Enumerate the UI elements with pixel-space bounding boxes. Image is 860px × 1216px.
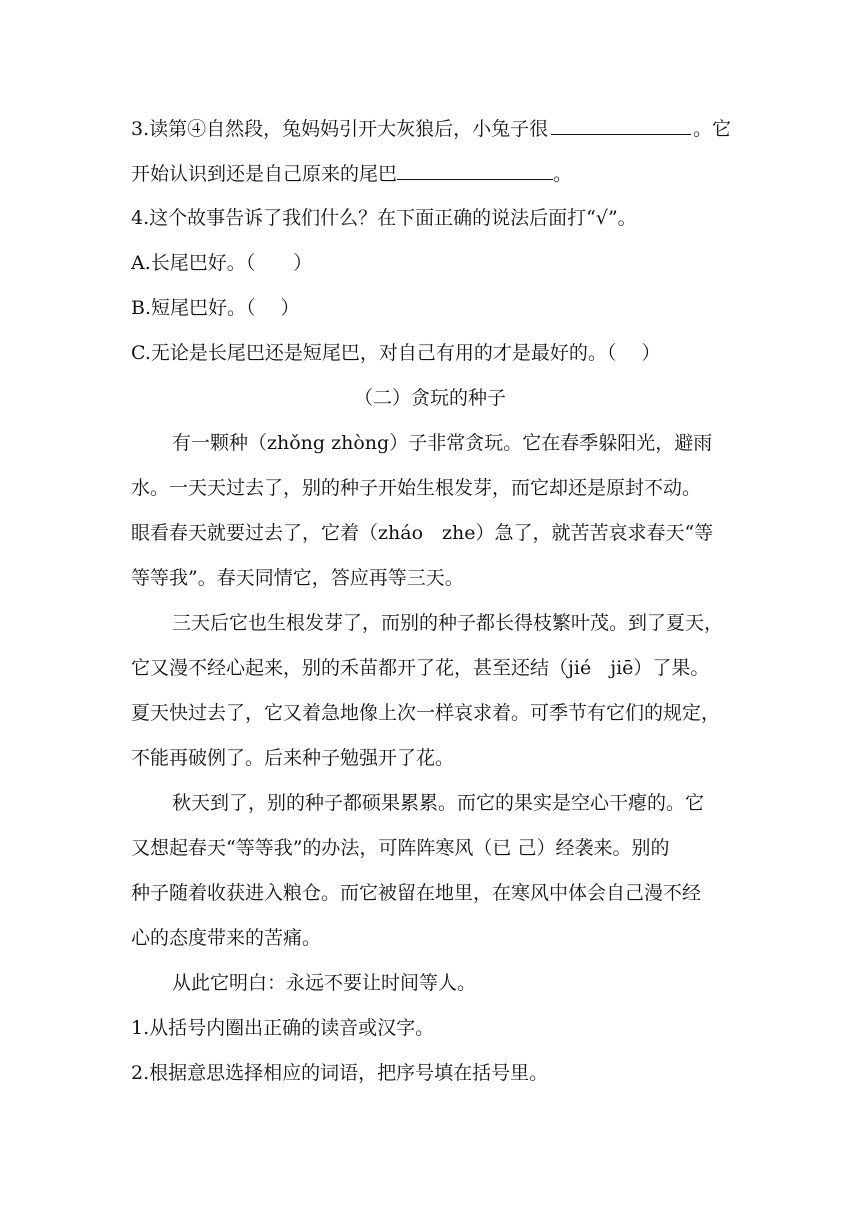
question-3-line-2 xyxy=(131,161,731,186)
answer-blank-1[interactable] xyxy=(551,116,691,135)
paragraph-2-line-4: 不能再破例了。后来种子勉强开了花。 xyxy=(131,747,455,769)
paragraph-3-line-1: 秋天到了，别的种子都硕果累累。而它的果实是空心干瘪的。它 xyxy=(172,792,705,814)
question-2: 2.根据意思选择相应的词语，把序号填在括号里。 xyxy=(131,1062,549,1084)
question-1: 1.从括号内圈出正确的读音或汉字。 xyxy=(131,1017,435,1039)
paragraph-3-line-4: 心的态度带来的苦痛。 xyxy=(131,927,322,949)
paragraph-1-line-1: 有一颗种（zhǒng zhòng）子非常贪玩。它在春季躲阳光，避雨 xyxy=(172,432,713,454)
answer-blank-2[interactable] xyxy=(397,161,553,180)
question-4-option-c[interactable]: C.无论是长尾巴还是短尾巴，对自己有用的才是最好的。（ ） xyxy=(131,342,661,364)
paragraph-2-line-2: 它又漫不经心起来，别的禾苗都开了花，甚至还结（jié jiē）了果。 xyxy=(131,657,710,679)
paragraph-1-line-4: 等等我”。春天同情它，答应再等三天。 xyxy=(131,567,464,589)
question-4-option-a[interactable]: A.长尾巴好。（ ） xyxy=(131,252,313,274)
paragraph-3-line-2: 又想起春天“等等我”的办法，可阵阵寒风（已 己）经袭来。别的 xyxy=(131,837,670,859)
paragraph-4: 从此它明白：永远不要让时间等人。 xyxy=(172,972,477,994)
question-4-option-b[interactable]: B.短尾巴好。（ ） xyxy=(131,297,300,319)
question-3-suffix: 。它 xyxy=(692,118,731,140)
paragraph-1-line-2: 水。一天天过去了，别的种子开始生根发芽，而它却还是原封不动。 xyxy=(131,477,702,499)
question-3-line-1 xyxy=(131,116,731,141)
section-title: （二）贪玩的种子 xyxy=(353,387,506,409)
question-3-text: 3.读第④自然段，兔妈妈引开大灰狼后，小兔子很 xyxy=(131,118,549,140)
paragraph-1-line-3: 眼看春天就要过去了，它着（zháo zhe）急了，就苦苦哀求春天“等 xyxy=(131,522,714,544)
question-3-text-2: 开始认识到还是自己原来的尾巴 xyxy=(131,163,398,185)
paragraph-2-line-1: 三天后它也生根发芽了，而别的种子都长得枝繁叶茂。到了夏天， xyxy=(172,612,724,634)
question-3-end: 。 xyxy=(553,163,573,185)
question-4-prompt: 4.这个故事告诉了我们什么？在下面正确的说法后面打“√”。 xyxy=(131,207,637,229)
paragraph-2-line-3: 夏天快过去了，它又着急地像上次一样哀求着。可季节有它们的规定， xyxy=(131,702,721,724)
paragraph-3-line-3: 种子随着收获进入粮仓。而它被留在地里，在寒风中体会自己漫不经 xyxy=(131,882,702,904)
